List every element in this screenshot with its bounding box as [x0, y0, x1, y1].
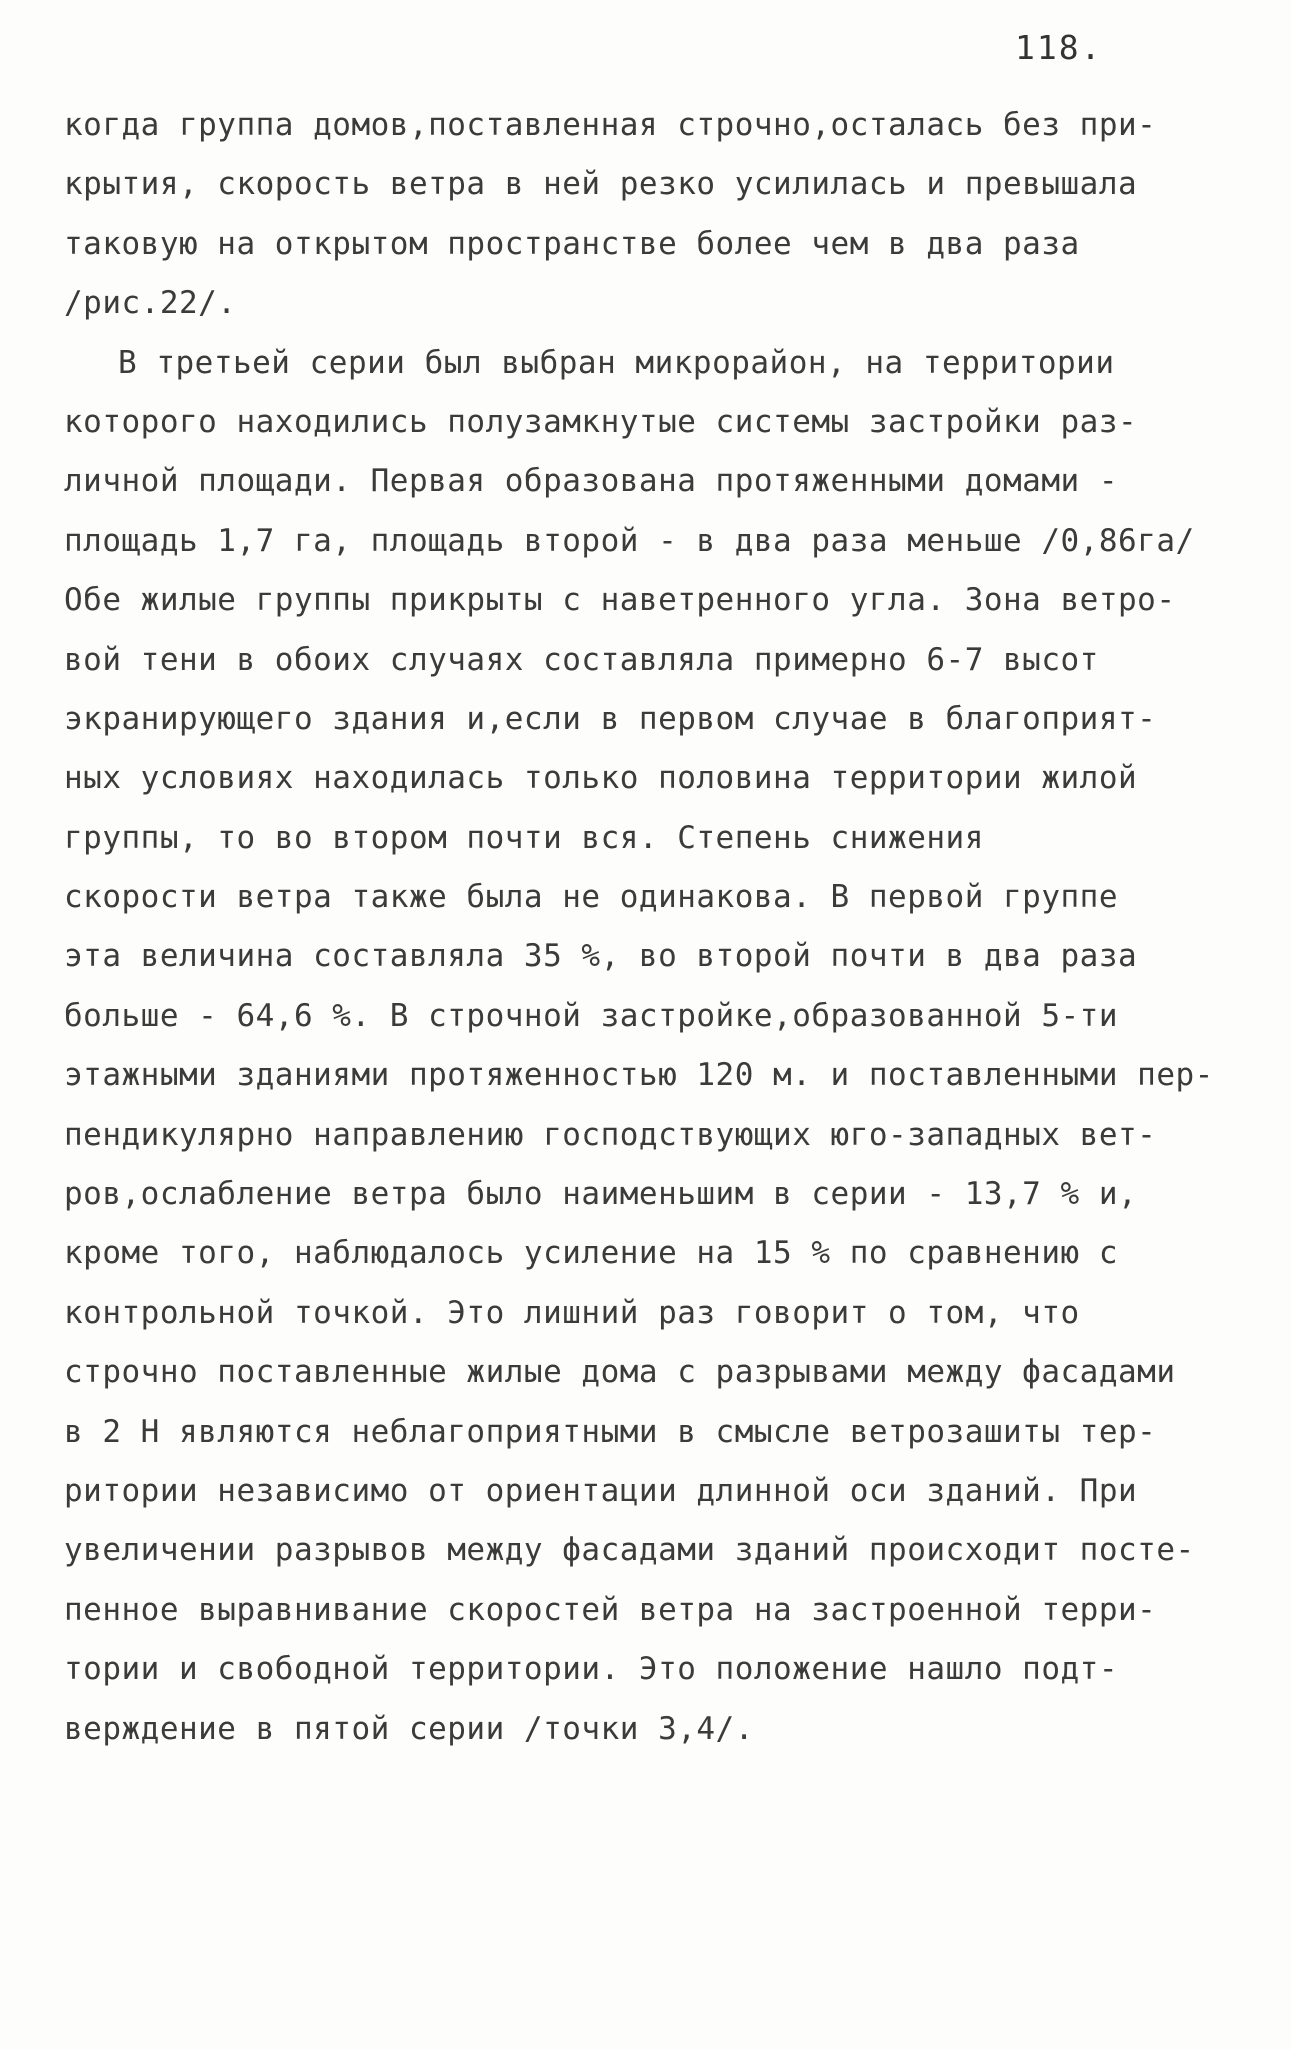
text-line: верждение в пятой серии /точки 3,4/.: [64, 1710, 754, 1747]
text-line: пендикулярно направлению господствующих юго-западных вет-: [64, 1116, 1157, 1153]
body-text: [64, 96, 1244, 1759]
text-line: которого находились полузамкнутые системы застройки раз-: [64, 403, 1138, 440]
text-line: ритории независимо от ориентации длинной оси зданий. При: [64, 1472, 1138, 1509]
text-line: эта величина составляла 35 %, во второй почти в два раза: [64, 938, 1138, 975]
text-line: контрольной точкой. Это лишний раз говорит о том, что: [64, 1294, 1080, 1331]
text-line: вой тени в обоих случаях составляла примерно 6-7 высот: [64, 641, 1099, 678]
text-line: увеличении разрывов между фасадами зданий происходит посте-: [64, 1532, 1195, 1569]
text-line: таковую на открытом пространстве более чем в два раза: [64, 225, 1080, 262]
text-line: кроме того, наблюдалось усиление на 15 % по сравнению с: [64, 1235, 1118, 1272]
text-line: крытия, скорость ветра в ней резко усилилась и превышала: [64, 166, 1138, 203]
text-line: ных условиях находилась только половина территории жилой: [64, 760, 1138, 797]
text-line: пенное выравнивание скоростей ветра на застроенной терри-: [64, 1591, 1157, 1628]
text-line: личной площади. Первая образована протяженными домами -: [64, 463, 1118, 500]
text-line: /рис.22/.: [64, 285, 237, 322]
text-line: В третьей серии был выбран микрорайон, на территории: [118, 344, 1115, 381]
page-number: 118.: [1015, 28, 1103, 67]
text-line: этажными зданиями протяженностью 120 м. и поставленными пер-: [64, 1057, 1214, 1094]
text-line: Обе жилые группы прикрыты с наветренного угла. Зона ветро-: [64, 582, 1176, 619]
text-line: тории и свободной территории. Это положение нашло подт-: [64, 1651, 1118, 1688]
text-line: ров,ослабление ветра было наименьшим в серии - 13,7 % и,: [64, 1176, 1138, 1213]
text-line: экранирующего здания и,если в первом случае в благоприят-: [64, 700, 1157, 737]
text-line: площадь 1,7 га, площадь второй - в два раза меньше /0,86га/: [64, 522, 1195, 559]
text-line: строчно поставленные жилые дома с разрывами между фасадами: [64, 1354, 1176, 1391]
text-line: группы, то во втором почти вся. Степень снижения: [64, 819, 984, 856]
text-line: больше - 64,6 %. В строчной застройке,образованной 5-ти: [64, 997, 1118, 1034]
text-line: когда группа домов,поставленная строчно,осталась без при-: [64, 107, 1157, 143]
text-line: в 2 Н являются неблагоприятными в смысле ветрозашиты тер-: [64, 1413, 1157, 1450]
text-line: скорости ветра также была не одинакова. В первой группе: [64, 879, 1118, 916]
